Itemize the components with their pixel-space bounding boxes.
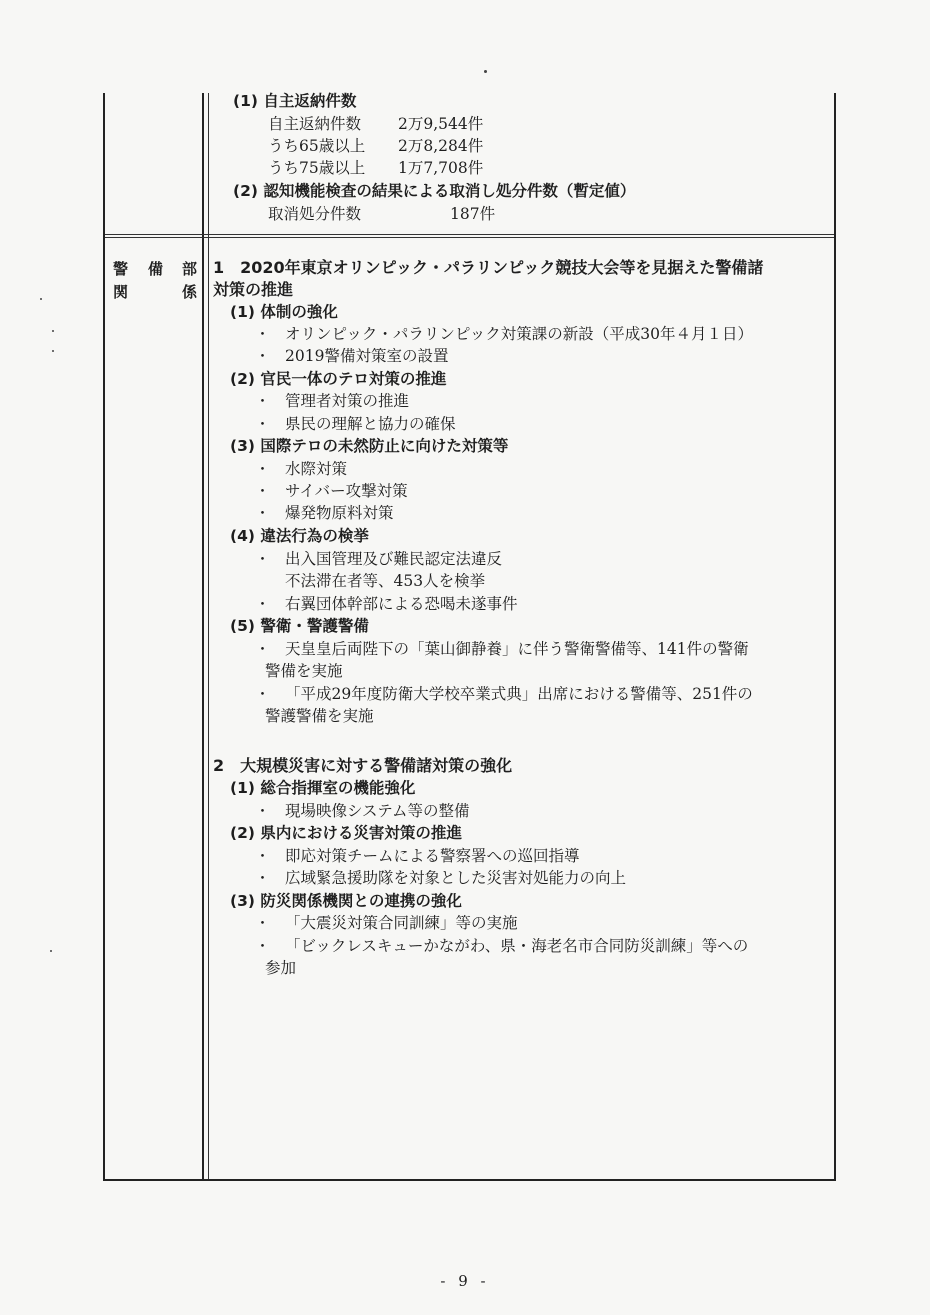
list-item: 爆発物原料対策 <box>285 504 394 522</box>
row-divider <box>105 234 834 238</box>
subsection-heading: (4) 違法行為の検挙 <box>230 527 369 545</box>
list-item: 管理者対策の推進 <box>285 392 410 410</box>
column-divider-right <box>208 93 209 1179</box>
list-item: 2019警備対策室の設置 <box>285 347 449 365</box>
list-item: 「ビックレスキューかながわ、県・海老名市合同防災訓練」等への <box>285 937 749 955</box>
subsection-heading: (5) 警衛・警護警備 <box>230 617 369 635</box>
list-item: 出入国管理及び難民認定法違反 <box>285 550 503 568</box>
stat-label: 自主返納件数 <box>268 115 362 133</box>
bullet-symbol: ・ <box>255 685 271 703</box>
prev-heading-2: (2) 認知機能検査の結果による取消し処分件数（暫定値） <box>233 182 636 200</box>
bullet-symbol: ・ <box>255 415 271 433</box>
subsection-heading: (2) 県内における災害対策の推進 <box>230 824 462 842</box>
prev-heading-1: (1) 自主返納件数 <box>233 92 357 110</box>
bullet-symbol: ・ <box>255 392 271 410</box>
page-number: - 9 - <box>440 1272 490 1290</box>
stat-value: 2万8,284件 <box>398 137 484 155</box>
scan-speck <box>484 70 487 73</box>
section-2-title: 2 大規模災害に対する警備諸対策の強化 <box>213 756 513 775</box>
bullet-symbol: ・ <box>255 802 271 820</box>
list-item-cont: 不法滞在者等、453人を検挙 <box>285 572 486 590</box>
bullet-symbol: ・ <box>255 504 271 522</box>
category-char: 備 <box>148 260 164 278</box>
subsection-heading: (1) 体制の強化 <box>230 303 338 321</box>
bullet-symbol: ・ <box>255 325 271 343</box>
section-1-title: 1 2020年東京オリンピック・パラリンピック競技大会等を見据えた警備諸 <box>213 258 764 277</box>
section-1-title-cont: 対策の推進 <box>213 280 294 299</box>
scan-speck <box>50 950 52 952</box>
bullet-symbol: ・ <box>255 550 271 568</box>
subsection-heading: (1) 総合指揮室の機能強化 <box>230 779 416 797</box>
subsection-heading: (3) 国際テロの未然防止に向けた対策等 <box>230 437 509 455</box>
list-item: 「平成29年度防衛大学校卒業式典」出席における警備等、251件の <box>285 685 753 703</box>
bullet-symbol: ・ <box>255 460 271 478</box>
bullet-symbol: ・ <box>255 595 271 613</box>
scan-speck <box>40 298 42 300</box>
stat-value: 2万9,544件 <box>398 115 484 133</box>
list-item: 即応対策チームによる警察署への巡回指導 <box>285 847 580 865</box>
category-char: 関 <box>113 283 129 301</box>
stat-value: 187件 <box>450 205 496 223</box>
list-item-cont: 警護警備を実施 <box>265 707 374 725</box>
subsection-heading: (2) 官民一体のテロ対策の推進 <box>230 370 447 388</box>
list-item: 右翼団体幹部による恐喝未遂事件 <box>285 595 518 613</box>
list-item: 広域緊急援助隊を対象とした災害対処能力の向上 <box>285 869 627 887</box>
list-item: 天皇皇后両陛下の「葉山御静養」に伴う警衛警備等、141件の警衛 <box>285 640 749 658</box>
category-char: 係 <box>182 283 198 301</box>
bullet-symbol: ・ <box>255 347 271 365</box>
bullet-symbol: ・ <box>255 914 271 932</box>
list-item: オリンピック・パラリンピック対策課の新設（平成30年４月１日） <box>285 325 753 343</box>
category-char: 部 <box>182 260 198 278</box>
bullet-symbol: ・ <box>255 937 271 955</box>
bullet-symbol: ・ <box>255 869 271 887</box>
column-divider-left <box>202 93 204 1179</box>
stat-label: うち75歳以上 <box>268 159 366 177</box>
stat-label: うち65歳以上 <box>268 137 366 155</box>
list-item: サイバー攻撃対策 <box>285 482 408 500</box>
bullet-symbol: ・ <box>255 482 271 500</box>
list-item-cont: 参加 <box>265 959 297 977</box>
subsection-heading: (3) 防災関係機関との連携の強化 <box>230 892 462 910</box>
category-char: 警 <box>113 260 129 278</box>
scan-speck <box>52 350 54 352</box>
scan-speck <box>52 330 54 332</box>
list-item: 「大震災対策合同訓練」等の実施 <box>285 914 518 932</box>
bullet-symbol: ・ <box>255 847 271 865</box>
list-item: 水際対策 <box>285 460 348 478</box>
list-item: 現場映像システム等の整備 <box>285 802 470 820</box>
stat-value: 1万7,708件 <box>398 159 484 177</box>
list-item-cont: 警備を実施 <box>265 662 343 680</box>
stat-label: 取消処分件数 <box>268 205 362 223</box>
bullet-symbol: ・ <box>255 640 271 658</box>
list-item: 県民の理解と協力の確保 <box>285 415 456 433</box>
